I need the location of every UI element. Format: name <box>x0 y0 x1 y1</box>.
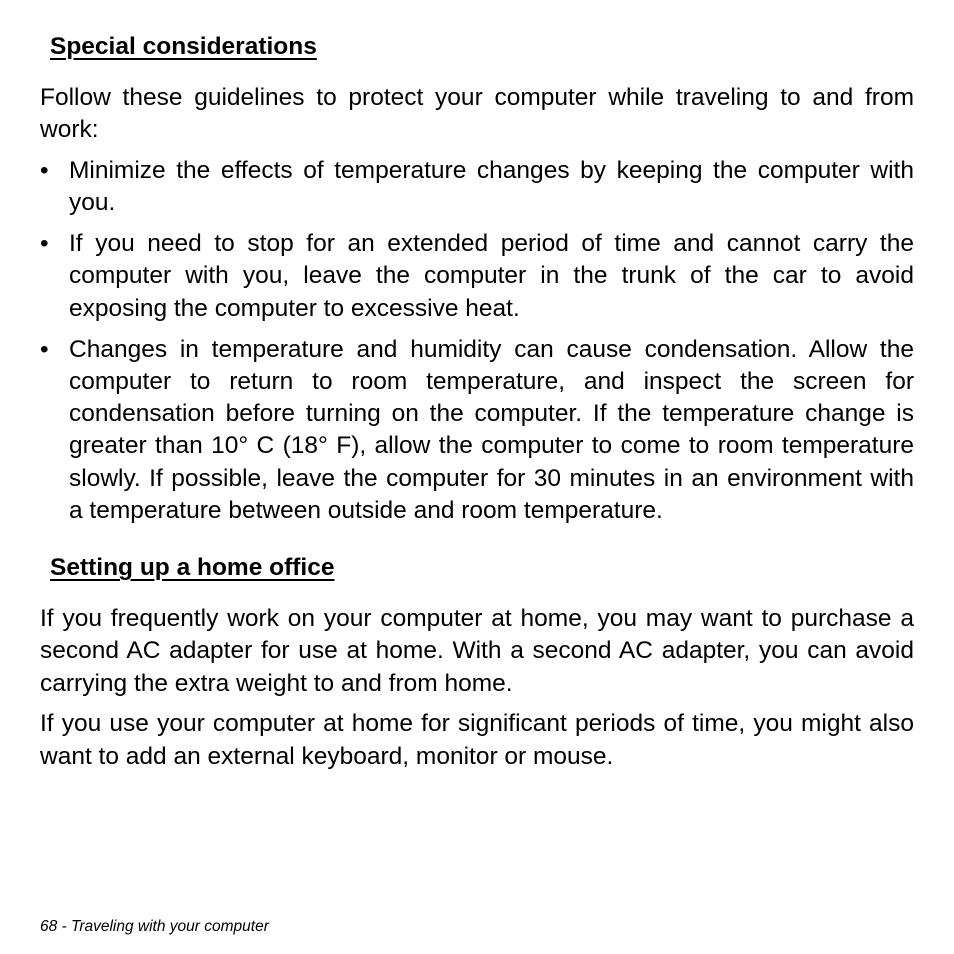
bullet-marker: • <box>40 230 49 258</box>
bullet-marker: • <box>40 335 49 363</box>
special-considerations-body <box>40 82 914 527</box>
bullet-marker: • <box>40 157 49 185</box>
bullet-text: If you need to stop for an extended period of time and cannot carry the computer with you, leave the computer in the trunk of the car to avoid exposing the computer to excessive heat. <box>69 230 914 322</box>
bullet-item <box>40 155 914 220</box>
bullet-text: Changes in temperature and humidity can cause condensation. Allow the computer to return to room temperature, and inspect the screen for condensation before turning on the computer. If the temperature change is greater than 10° C (18° F), allow the computer to come to room temperature slowly. If possible, leave the computer for 30 minutes in an environment with a temperature between outside and room temperature. <box>69 335 914 525</box>
bullet-text: Minimize the effects of temperature changes by keeping the computer with you. <box>69 157 914 217</box>
section-heading-home-office: Setting up a home office <box>50 554 335 581</box>
section-heading-special-considerations: Special considerations <box>50 33 317 60</box>
page-footer: 68 - Traveling with your computer <box>40 918 269 935</box>
body-paragraph: If you use your computer at home for significant periods of time, you might also want to add an external keyboard, monitor or mouse. <box>40 710 914 770</box>
bullet-item <box>40 228 914 325</box>
intro-paragraph: Follow these guidelines to protect your computer while traveling to and from work: <box>40 84 914 144</box>
bullet-item <box>40 334 914 528</box>
body-paragraph: If you frequently work on your computer at home, you may want to purchase a second AC adapter for use at home. With a second AC adapter, you can avoid carrying the extra weight to and from home. <box>40 605 914 697</box>
home-office-body <box>40 603 914 773</box>
